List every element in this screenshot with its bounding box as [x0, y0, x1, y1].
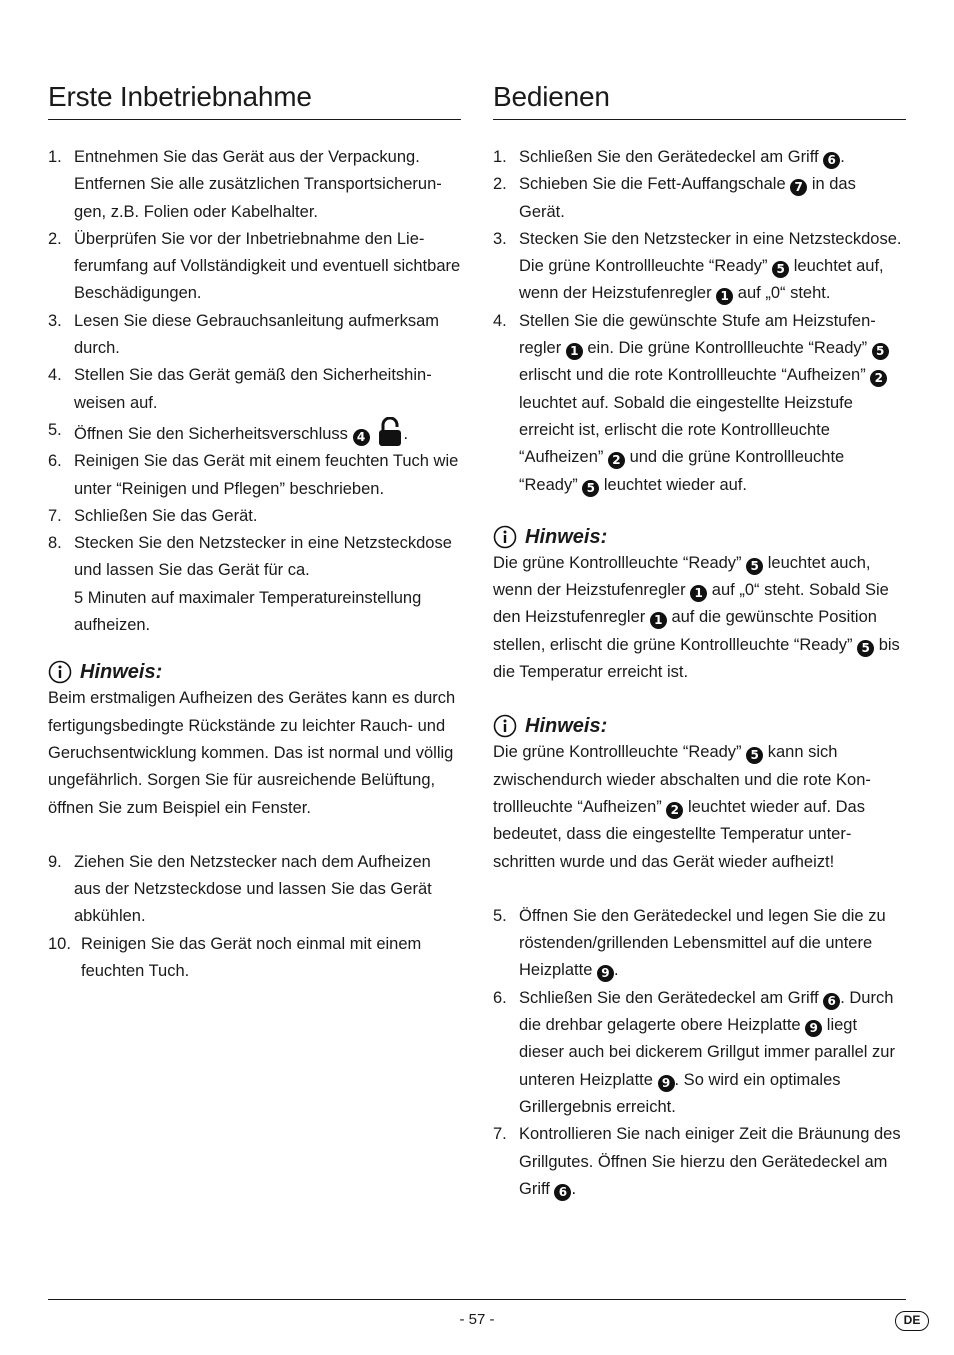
- hint-box: [48, 659, 461, 821]
- ref-badge: 5: [582, 480, 599, 497]
- list-item: 9. Ziehen Sie den Netzstecker nach dem Aufheizen aus der Netzsteckdose und lassen Sie das Gerät abkühlen.: [48, 852, 432, 926]
- hint-text: Beim erstmaligen Aufheizen des Gerätes kann es durch fertigungsbedingte Rückstände zu leichter Rauch- und Geruchsentwicklung kommen. Das ist normal und völlig ungefährlich. Sorgen Sie für ausreichende Belüftung, öffnen Sie zum Beispiel ein Fenster.: [48, 689, 456, 817]
- ref-badge: 5: [857, 640, 874, 657]
- hint-label: Hinweis:: [525, 525, 608, 548]
- open-lock-icon: [376, 417, 404, 447]
- ref-badge: 5: [746, 558, 763, 575]
- hint-text: Die grüne Kontrollleuchte “Ready” 5 kann sich zwischendurch wieder abschalten und die rote Kontrollleuchte “Aufheizen” 2 leuchtet wieder auf. Das bedeutet, dass die eingestellte Temperatur unterschritten wurde und das Gerät wieder aufheizt!: [493, 743, 871, 871]
- hint-label: Hinweis:: [80, 661, 163, 684]
- ref-badge: 1: [650, 612, 667, 629]
- section-title-erste-inbetriebnahme: Erste Inbetriebnahme: [48, 80, 461, 120]
- hint-label: Hinweis:: [525, 715, 608, 738]
- section-title-bedienen: Bedienen: [493, 80, 906, 120]
- ref-badge: 5: [746, 747, 763, 764]
- list-item: 8. Stecken Sie den Netzstecker in eine Netzsteckdose und lassen Sie das Gerät für ca. 5 Minuten auf maximaler Temperatureinstellung aufheizen.: [48, 534, 452, 635]
- operation-steps-continued: [493, 903, 906, 1203]
- page-number: - 57 -: [459, 1311, 495, 1328]
- ref-badge: 7: [790, 179, 807, 196]
- hint-text: Die grüne Kontrollleuchte “Ready” 5 leuchtet auch, wenn der Heizstufenregler 1 auf „0“ steht. Sobald Sie den Heizstufenregler 1 auf die gewünschte Position stellen, erlischt die grüne Kontrollleuchte “Ready” 5 bis die Temperatur erreicht ist.: [493, 553, 900, 682]
- list-item: 10. Reinigen Sie das Gerät noch einmal mit einem feuchten Tuch.: [48, 934, 422, 981]
- ref-badge: 2: [870, 370, 887, 387]
- ref-badge: 4: [353, 429, 370, 446]
- left-column: [48, 80, 461, 985]
- list-item: 5. Öffnen Sie den Gerätedeckel und legen Sie die zu röstenden/grillenden Lebensmittel auf die untere Heizplatte 9 .: [493, 906, 886, 981]
- ref-badge: 9: [805, 1020, 822, 1037]
- list-item: 6. Schließen Sie den Gerätedeckel am Griff 6 . Durch die drehbar gelagerte obere Heizplatte 9 liegt dieser auch bei dickerem Grillgut immer parallel zur unteren Heizplatte 9 . So wird ein optimales Grillergebnis erreicht.: [493, 988, 895, 1116]
- list-item: 7. Schließen Sie das Gerät.: [48, 506, 258, 525]
- ref-badge: 9: [658, 1075, 675, 1092]
- ref-badge: 2: [608, 452, 625, 469]
- initial-setup-steps-continued: [48, 849, 461, 985]
- list-item: 1. Entnehmen Sie das Gerät aus der Verpackung. Entfernen Sie alle zusätzlichen Transportsicherungen, z.B. Folien oder Kabelhalter.: [48, 148, 442, 221]
- ref-badge: 6: [823, 152, 840, 169]
- ref-badge: 9: [597, 965, 614, 982]
- info-icon: [48, 660, 72, 684]
- ref-badge: 5: [772, 261, 789, 278]
- list-item: 7. Kontrollieren Sie nach einiger Zeit die Bräunung des Grillgutes. Öffnen Sie hierzu den Gerätedeckel am Griff 6 .: [493, 1125, 901, 1199]
- ref-badge: 2: [666, 802, 683, 819]
- info-icon: [493, 525, 517, 549]
- list-item: 4. Stellen Sie das Gerät gemäß den Sicherheitshinweisen auf.: [48, 366, 432, 412]
- list-item: 3. Lesen Sie diese Gebrauchsanleitung aufmerksam durch.: [48, 311, 440, 358]
- list-item: 3. Stecken Sie den Netzstecker in eine Netzsteckdose. Die grüne Kontrollleuchte “Ready” 5 leuchtet auf, wenn der Heizstufenregler 1 auf „0“ steht.: [493, 229, 902, 304]
- initial-setup-steps: [48, 144, 461, 639]
- operation-steps: [493, 144, 906, 499]
- ref-badge: 6: [823, 993, 840, 1010]
- list-item: 5. Öffnen Sie den Sicherheitsverschluss 4 .: [48, 417, 461, 448]
- ref-badge: 1: [716, 288, 733, 305]
- ref-badge: 1: [690, 585, 707, 602]
- ref-badge: 1: [566, 343, 583, 360]
- ref-badge: 6: [554, 1184, 571, 1201]
- list-item: 1. Schließen Sie den Gerätedeckel am Griff 6 .: [493, 148, 845, 167]
- list-item: 2. Schieben Sie die Fett-Auffangschale 7 in das Gerät.: [493, 175, 856, 221]
- language-badge: DE: [895, 1311, 929, 1331]
- info-icon: [493, 714, 517, 738]
- hint-box: [493, 713, 906, 875]
- list-item: 6. Reinigen Sie das Gerät mit einem feuchten Tuch wie unter “Reinigen und Pflegen” beschrieben.: [48, 452, 459, 498]
- right-column: [493, 80, 906, 1203]
- footer-divider: [48, 1299, 906, 1300]
- list-item: 2. Überprüfen Sie vor der Inbetriebnahme den Lieferumfang auf Vollständigkeit und eventuell sichtbare Beschädigungen.: [48, 229, 461, 303]
- list-item: 4. Stellen Sie die gewünschte Stufe am Heizstufenregler 1 ein. Die grüne Kontrollleuchte “Ready” 5 erlischt und die rote Kontrollleuchte “Aufheizen” 2 leuchtet auf. Sobald die eingestellte Heizstufe erreicht ist, erlischt die rote Kontrollleuchte “Aufheizen” 2 und die grüne Kontrollleuchte “Ready” 5 leuchtet wieder auf.: [493, 308, 906, 499]
- ref-badge: 5: [872, 343, 889, 360]
- hint-box: [493, 524, 906, 686]
